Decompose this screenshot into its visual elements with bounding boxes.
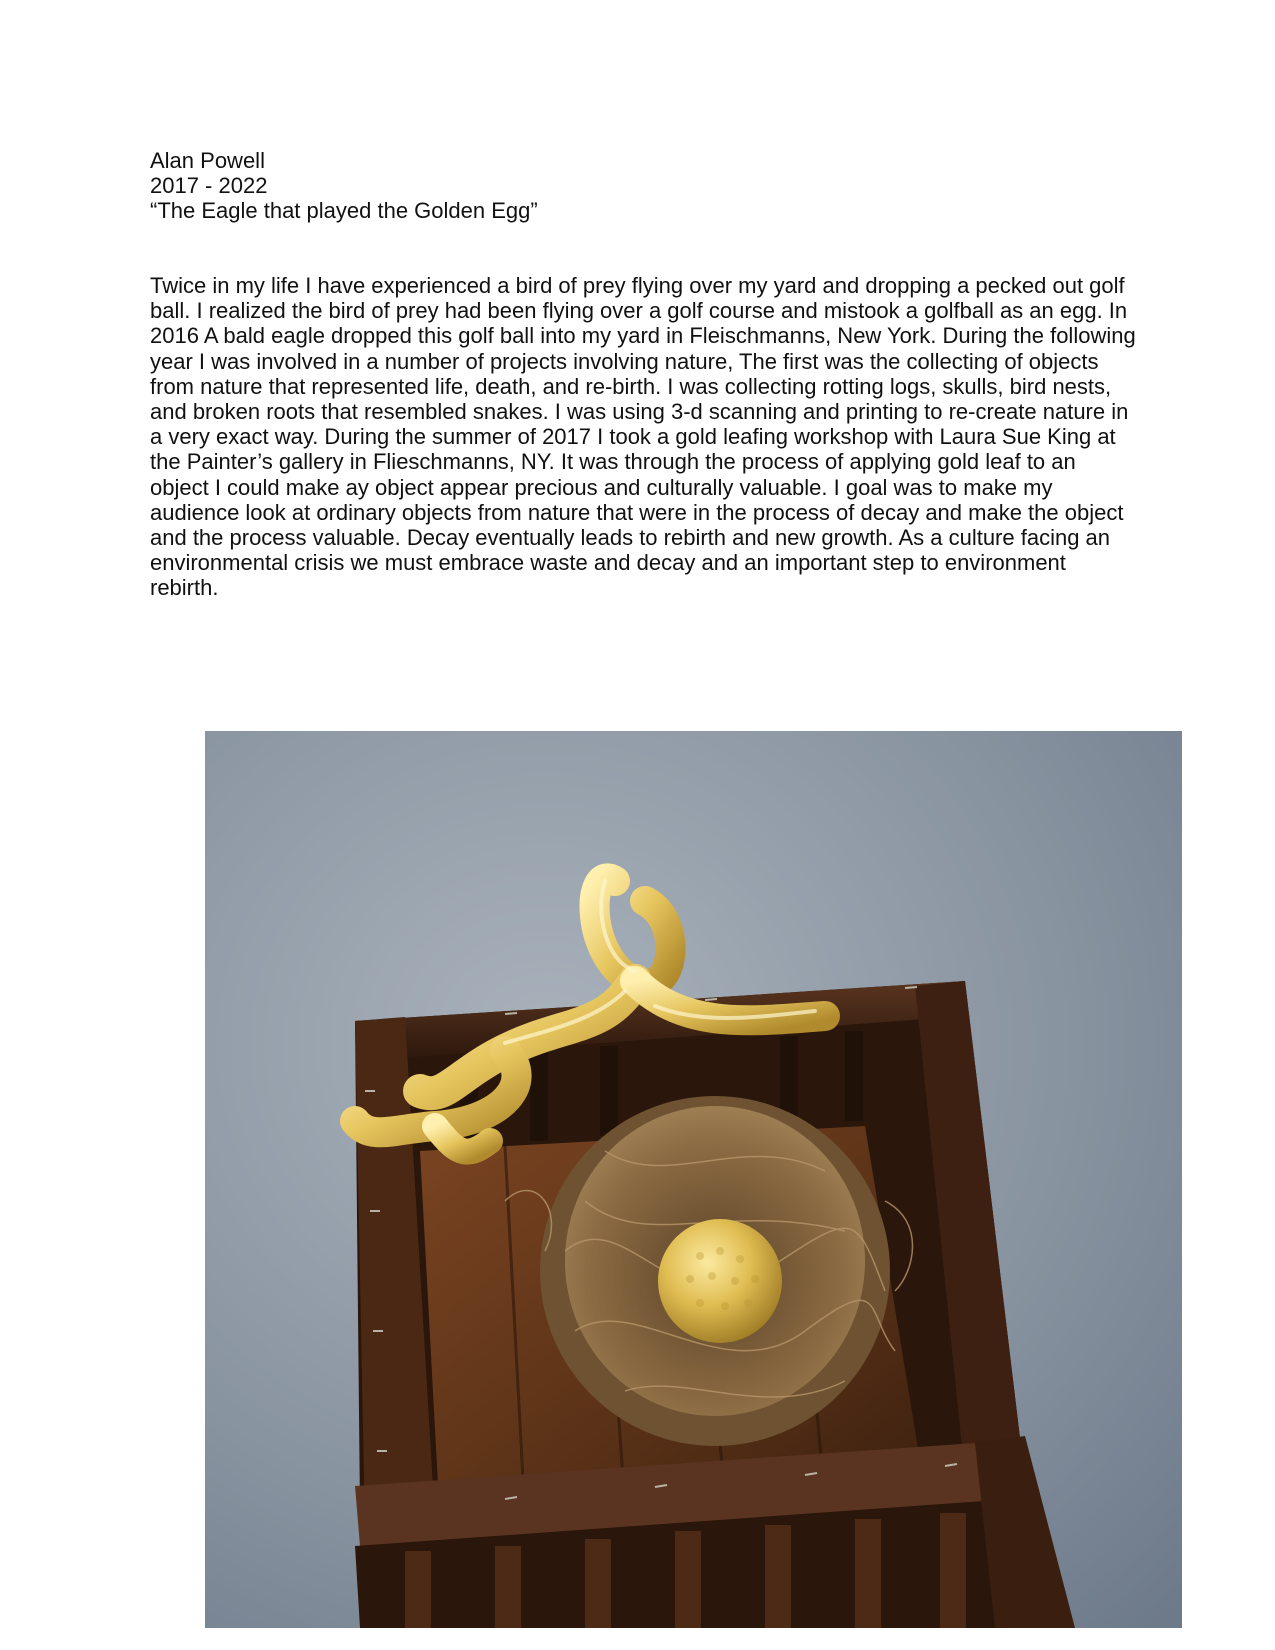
artwork-photo [205,731,1182,1628]
artist-name: Alan Powell [150,148,265,173]
artwork-illustration [205,731,1182,1628]
artwork-header [150,148,538,223]
artwork-title: “The Eagle that played the Golden Egg” [150,198,538,223]
artist-statement: Twice in my life I have experienced a bird of prey flying over my yard and dropping a pecked out golf ball. I realized the bird of prey had been flying over a golf course and mistook a golfball as an egg. In 2016 A bald eagle dropped this golf ball into my yard in Fleischmanns, New York. During the following year I was involved in a number of projects involving nature, The first was the collecting of objects from nature that represented life, death, and re-birth. I was collecting rotting logs, skulls, bird nests, and broken roots that resembled snakes. I was using 3-d scanning and printing to re-create nature in a very exact way. During the summer of 2017 I took a gold leafing workshop with Laura Sue King at the Painter’s gallery in Flieschmanns, NY. It was through the process of applying gold leaf to an object I could make ay object appear precious and culturally valuable. I goal was to make my audience look at ordinary objects from nature that were in the process of decay and make the object and the process valuable. Decay eventually leads to rebirth and new growth. As a culture facing an environmental crisis we must embrace waste and decay and an important step to environment rebirth. [150,273,1136,601]
golden-golf-ball [658,1219,782,1343]
artwork-years: 2017 - 2022 [150,173,268,198]
